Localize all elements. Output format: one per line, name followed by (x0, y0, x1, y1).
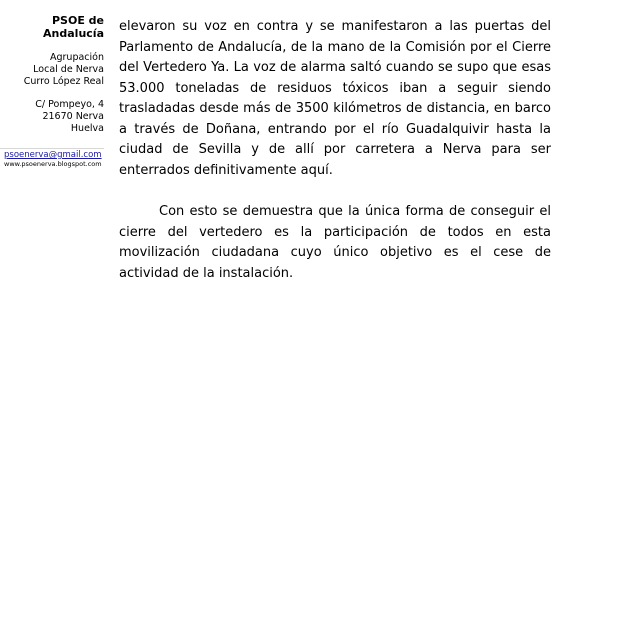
body-paragraph-2: Con esto se demuestra que la única forma de conseguir el cierre del vertedero es la participación de todos en esta movilización ciudadana cuyo único objetivo es el cese de actividad de la instalación. (119, 204, 551, 281)
letter-body (119, 17, 551, 284)
address-line-3: Huelva (70, 123, 104, 134)
email-link[interactable]: psoenerva@gmail.com (4, 150, 102, 160)
org-name-line-1: PSOE de (51, 14, 104, 27)
group-line-2: Local de Nerva (33, 64, 104, 75)
letterhead-sidebar (0, 14, 104, 168)
body-paragraph-1: elevaron su voz en contra y se manifestaron a las puertas del Parlamento de Andalucía, de la mano de la Comisión por el Cierre del Vertedero Ya. La voz de alarma saltó cuando se supo que esas 53.000 toneladas de residuos tóxicos iban a seguir siendo trasladadas desde más de 3500 kilómetros de distancia, en barco a través de Doñana, entrando por el río Guadalquivir hasta la ciudad de Sevilla y de allí por carretera a Nerva para ser enterrados definitivamente aquí. (119, 19, 551, 178)
contact-block (0, 148, 104, 168)
org-name-line-2: Andalucía (43, 27, 104, 40)
address-line-2: 21670 Nerva (42, 111, 104, 122)
group-line-3: Curro López Real (23, 76, 104, 87)
address-block (0, 99, 104, 135)
address-line-1: C/ Pompeyo, 4 (35, 99, 104, 110)
group-line-1: Agrupación (49, 52, 104, 63)
group-name-block (0, 52, 104, 88)
blog-url: www.psoenerva.blogspot.com (4, 160, 102, 168)
